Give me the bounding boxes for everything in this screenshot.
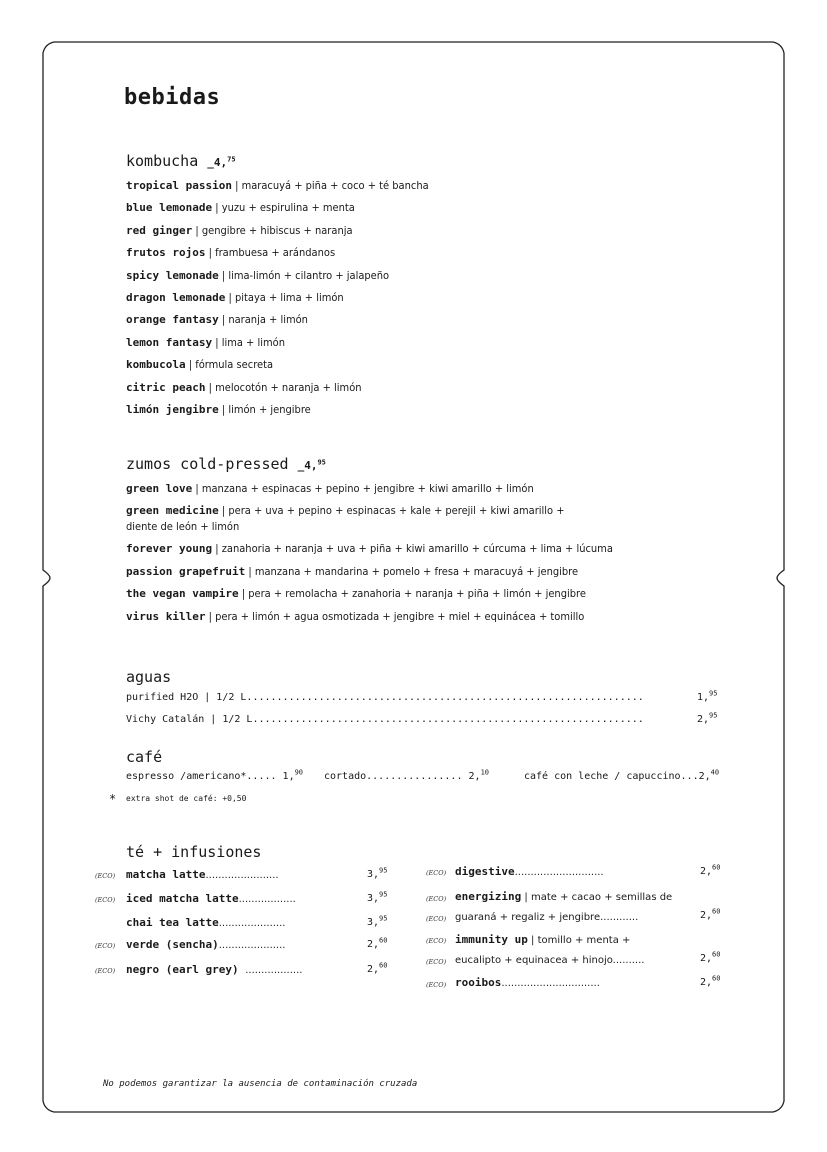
list-item: red ginger | gengibre + hibiscus + naranja bbox=[126, 223, 353, 237]
eco-badge: (ECO) bbox=[426, 869, 447, 877]
tea-price: 3,95 bbox=[367, 890, 388, 904]
list-item: green love | manzana + espinacas + pepino + jengibre + kiwi amarillo + limón bbox=[126, 482, 534, 495]
list-item: limón jengibre | limón + jengibre bbox=[126, 403, 311, 417]
aguas-price: 1,95 bbox=[697, 689, 718, 703]
zumos-list bbox=[126, 478, 613, 628]
eco-badge: (ECO) bbox=[426, 958, 447, 966]
cafe-title: café bbox=[126, 748, 163, 766]
list-item: kombucola | fórmula secreta bbox=[126, 358, 274, 372]
tea-item: chai tea latte..................... bbox=[126, 916, 286, 929]
list-item: passion grapefruit | manzana + mandarina + pomelo + fresa + maracuyá + jengibre bbox=[126, 564, 579, 578]
footer-disclaimer: No podemos garantizar la ausencia de contaminación cruzada bbox=[103, 1079, 418, 1089]
list-item: dragon lemonade | pitaya + lima + limón bbox=[126, 291, 344, 305]
asterisk-mark: * bbox=[109, 792, 117, 806]
tea-item-rooibos: rooibos............................... bbox=[455, 976, 600, 989]
list-item: lemon fantasy | lima + limón bbox=[126, 335, 285, 349]
kombucha-heading bbox=[126, 152, 236, 170]
eco-badge: (ECO) bbox=[95, 967, 116, 975]
zumos-price: _4,95 bbox=[297, 458, 326, 472]
tea-price: 2,60 bbox=[700, 863, 721, 877]
list-item: virus killer | pera + limón + agua osmotizada + jengibre + miel + equinácea + tomillo bbox=[126, 609, 585, 623]
list-item: tropical passion | maracuyá + piña + coco + té bancha bbox=[126, 179, 429, 192]
eco-badge: (ECO) bbox=[95, 942, 116, 950]
cafe-item-cortado: cortado................ 2,10 bbox=[324, 768, 489, 782]
tea-item-energizing-line2: guaraná + regaliz + jengibre............ bbox=[455, 912, 639, 923]
list-item: frutos rojos | frambuesa + arándanos bbox=[126, 246, 336, 260]
cafe-item-espresso: espresso /americano*..... 1,90 bbox=[126, 768, 304, 782]
kombucha-title: kombucha bbox=[126, 152, 199, 170]
aguas-row: purified H2O | 1/2 L.................................................................. bbox=[126, 692, 644, 703]
tea-item: iced matcha latte.................. bbox=[126, 892, 296, 905]
list-item: citric peach | melocotón + naranja + limón bbox=[126, 380, 362, 394]
eco-badge: (ECO) bbox=[426, 895, 447, 903]
eco-badge: (ECO) bbox=[426, 937, 447, 945]
tea-price: 3,95 bbox=[367, 866, 388, 880]
tea-item: negro (earl grey) .................. bbox=[126, 963, 303, 976]
cafe-note: extra shot de café: +0,50 bbox=[126, 794, 247, 803]
list-item: blue lemonade | yuzu + espirulina + menta bbox=[126, 201, 355, 215]
tea-item-immunity-line2: eucalipto + equinacea + hinojo.......... bbox=[455, 955, 645, 966]
list-item: the vegan vampire | pera + remolacha + zanahoria + naranja + piña + limón + jengibre bbox=[126, 587, 586, 601]
aguas-row: Vichy Catalán | 1/2 L................................................................. bbox=[126, 714, 644, 725]
list-item: green medicine | pera + uva + pepino + espinacas + kale + perejil + kiwi amarillo + diente de león + limón bbox=[126, 504, 565, 534]
cafe-item-con-leche: café con leche / capuccino...2,40 bbox=[524, 768, 720, 782]
tea-price: 3,95 bbox=[367, 914, 388, 928]
tea-item-immunity: immunity up | tomillo + menta + bbox=[455, 933, 631, 946]
list-item: spicy lemonade | lima-limón + cilantro + jalapeño bbox=[126, 268, 390, 282]
list-item: forever young | zanahoria + naranja + uva + piña + kiwi amarillo + cúrcuma + lima + lúcuma bbox=[126, 542, 613, 556]
tea-price: 2,60 bbox=[367, 936, 388, 950]
eco-badge: (ECO) bbox=[426, 981, 447, 989]
list-item: orange fantasy | naranja + limón bbox=[126, 313, 308, 327]
tea-price: 2,60 bbox=[700, 950, 721, 964]
tea-price: 2,60 bbox=[367, 961, 388, 975]
aguas-price: 2,95 bbox=[697, 711, 718, 725]
page-title: bebidas bbox=[124, 85, 221, 110]
tea-price: 2,60 bbox=[700, 974, 721, 988]
tea-price: 2,60 bbox=[700, 907, 721, 921]
kombucha-list bbox=[126, 175, 429, 421]
eco-badge: (ECO) bbox=[95, 896, 116, 904]
zumos-title: zumos cold-pressed bbox=[126, 455, 289, 473]
tea-item-energizing: energizing | mate + cacao + semillas de bbox=[455, 890, 673, 903]
tea-item: matcha latte....................... bbox=[126, 868, 279, 881]
tea-item: verde (sencha)..................... bbox=[126, 938, 286, 951]
eco-badge: (ECO) bbox=[95, 872, 116, 880]
eco-badge: (ECO) bbox=[426, 915, 447, 923]
tea-item-digestive: digestive............................ bbox=[455, 865, 604, 878]
zumos-heading bbox=[126, 455, 326, 473]
kombucha-price: _4,75 bbox=[207, 155, 236, 169]
te-title: té + infusiones bbox=[126, 843, 262, 861]
aguas-title: aguas bbox=[126, 668, 172, 686]
